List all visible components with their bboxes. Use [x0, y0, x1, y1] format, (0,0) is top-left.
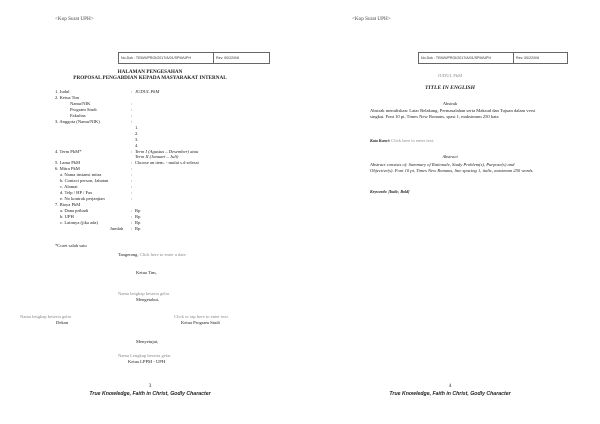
form-row-label: 6. Mitra PkM [55, 166, 80, 172]
form-row-label: 7. Biaya PkM [55, 202, 81, 208]
form-row-label: Jumlah [110, 225, 124, 231]
ketua-tim-label: Ketua Tim, [136, 270, 157, 275]
date-line [118, 253, 187, 258]
ketua-prodi-label: Ketua Program Studi [181, 320, 220, 325]
form-row-label: c. Lainnya (jika ada) [60, 219, 99, 225]
doc-number: No.Dok : TEM/II/PROI/2017/A/01/SPM/UPH [119, 53, 214, 63]
form-row-label: e. No kontrak perjanjian [60, 196, 105, 202]
name-placeholder-dekan[interactable]: Nama lengkap beserta gelar [20, 314, 72, 319]
doc-revision: Rev. 00/22/II/6 [216, 55, 240, 60]
form-row-colon: : [131, 172, 133, 178]
form-row-colon: : [131, 100, 133, 106]
form-row-label: d. Telp / HP / Fax [60, 190, 93, 196]
form-row-colon: : [131, 89, 133, 94]
form-row-label: a. Dana pribadi [60, 208, 89, 213]
motto: True Knowledge, Faith in Christ, Godly Character [89, 391, 211, 397]
form-row-colon: : [131, 225, 133, 231]
form-row-label: Fakultas [70, 112, 86, 118]
form-row-colon: : [131, 208, 133, 213]
form-row-value[interactable]: JUDUL PkM [135, 89, 160, 94]
form-row-colon: : [131, 148, 133, 154]
form-row-label: Nama/NIK [70, 100, 91, 106]
form-row-value[interactable]: 4. [135, 142, 139, 148]
dekan-label: Dekan [56, 320, 68, 325]
judul-placeholder[interactable]: JUDUL PkM [437, 73, 463, 78]
name-placeholder-lppm[interactable]: Nama Lengkap beserta gelar [118, 353, 171, 358]
form-row-colon: : [131, 190, 133, 196]
form-row-colon: : [131, 213, 133, 219]
name-placeholder-ketua[interactable]: Nama lengkap beserta gelar [118, 291, 170, 296]
form-row-label: 5. Lama PkM [55, 160, 81, 166]
kata-kunci-label: Kata Kunci: [370, 138, 391, 143]
form-row-label: a. Nama instansi mitra [60, 172, 102, 178]
form-row-colon: : [131, 184, 133, 190]
form-row-value[interactable]: 1. [135, 124, 139, 130]
menyetujui-label: Menyetujui, [136, 339, 159, 344]
kata-kunci-placeholder[interactable]: Click here to enter text. [391, 138, 435, 143]
kata-kunci-line [370, 139, 434, 144]
abstrak-text: Abstrak menuliskan: Latar Belakang, Permasalahan serta Maksud dan Tujuan dalam versi singkat. Font 10 pt, Times New Romans, spasi 1, maksimum 250 kata [370, 108, 536, 120]
date-placeholder[interactable]: Click here to enter a date. [139, 252, 187, 257]
form-row-colon: : [131, 166, 133, 172]
doc-number: No.Dok : TEM/II/PROI/2017/A/01/SPM/UPH [419, 53, 514, 63]
form-row-label: b. UPH [60, 213, 74, 219]
form-row-colon: : [131, 178, 133, 184]
abstract-text: Abstract consists of: Summary of Rationale, Study Problem(s), Purpose(s) and Objective(s). Font 10 pt, Times New Romans, line spacing 1, italic, maximum 250 words. [370, 162, 534, 174]
form-row-colon: : [131, 118, 133, 124]
form-row-colon: : [131, 196, 133, 202]
english-title: TITLE IN ENGLISH [424, 85, 476, 91]
form-row-value[interactable]: 2. [135, 130, 139, 136]
text-placeholder-kaprodi[interactable]: Click or tap here to enter text. [174, 314, 229, 319]
form-row-label: c. Alamat [60, 184, 78, 190]
abstrak-heading: Abstrak [442, 101, 458, 106]
form-row-value[interactable]: Rp [135, 213, 141, 219]
kop-surat: <Kop Surat UPH> [352, 16, 391, 22]
page-right [300, 0, 600, 424]
form-row-value[interactable]: Rp [135, 219, 141, 225]
form-row-label: 1. Judul [55, 89, 70, 94]
form-row-colon: : [131, 106, 133, 112]
keywords-line: Keywords: [Italic, Bold] [370, 189, 410, 194]
ketua-lppm-label: Ketua LPPM - UPH [128, 359, 166, 364]
form-row-value[interactable]: Rp [135, 208, 141, 213]
form-row-label: Program Studi [70, 106, 97, 112]
form-row-value[interactable]: Choose an item. - mulai s.d selesai [135, 160, 199, 166]
motto: True Knowledge, Faith in Christ, Godly Character [389, 391, 511, 397]
form-row-label: 2. Ketua Tim [55, 94, 80, 100]
mengetahui-label: Mengetahui, [136, 297, 160, 302]
kop-surat: <Kop Surat UPH> [55, 16, 94, 22]
doc-number-box [118, 52, 270, 64]
form-row-value[interactable]: Term I (Agustus – Desember) atau [135, 148, 199, 154]
form-row-colon: : [131, 219, 133, 225]
page-title: HALAMAN PENGESAHAN [117, 69, 183, 75]
form-row-value[interactable]: Rp [135, 225, 141, 231]
page-number: 4 [448, 383, 452, 389]
tangerang-label: Tangerang, [118, 252, 139, 257]
form-row-label: 4. Term PkM* [55, 148, 82, 154]
page-subtitle: PROPOSAL PENGABDIAN KEPADA MASYARAKAT INTERNAL [73, 75, 227, 81]
doc-revision: Rev. 00/22/II/6 [516, 55, 540, 60]
form-row-value[interactable]: Term II (Januari – Juli) [135, 154, 179, 160]
form-row-value[interactable]: 3. [135, 136, 139, 142]
doc-number-box [418, 52, 568, 64]
abstract-heading: Abstract [442, 154, 458, 159]
form-row-colon: : [131, 112, 133, 118]
note: *Coret salah satu [55, 243, 87, 248]
form-row-label: 3. Anggota (Nama/NIK) [55, 118, 100, 124]
page-number: 3 [148, 383, 152, 389]
form-row-colon: : [131, 160, 133, 166]
form-row-label: b. Contact person, Jabatan [60, 178, 109, 184]
